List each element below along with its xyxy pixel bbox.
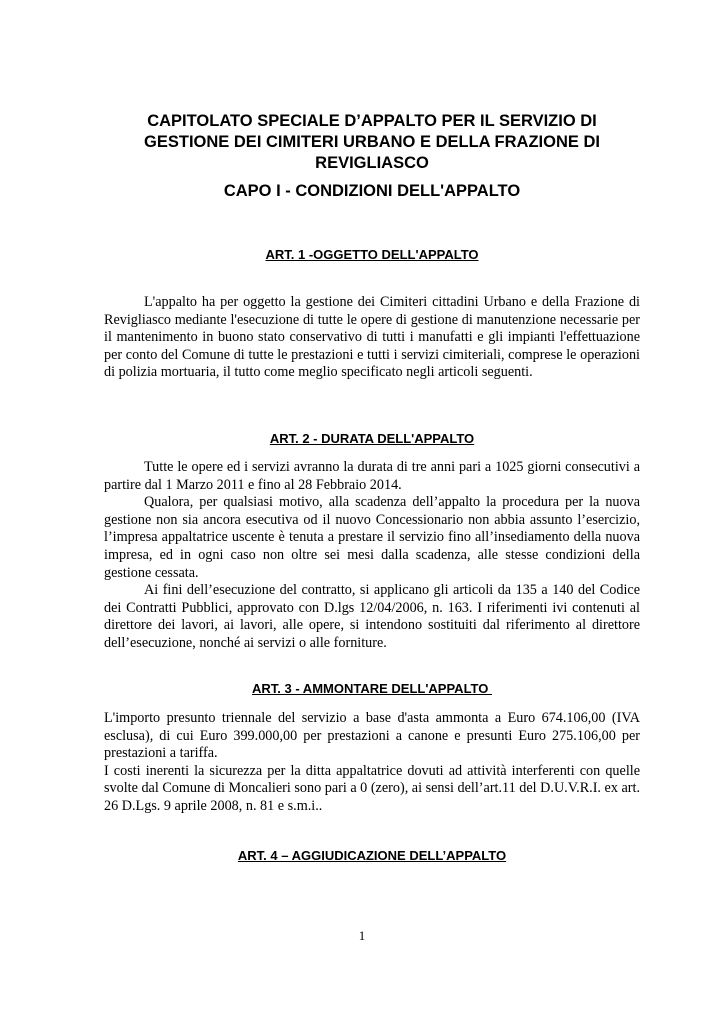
art1-body bbox=[104, 294, 640, 382]
art1-paragraph-1: L'appalto ha per oggetto la gestione dei Cimiteri cittadini Urbano e della Frazione di Revigliasco mediante l'esecuzione di tutte le opere di gestione di manutenzione necessarie per il mantenimento in buono stato conservativo di tutti i manufatti e gli impianti l'effettuazione per conto del Comune di tutte le prestazioni e tutti i servizi cimiteriali, comprese le operazioni di polizia mortuaria, il tutto come meglio specificato negli articoli seguenti. bbox=[104, 294, 640, 381]
art4-heading: ART. 4 – AGGIUDICAZIONE DELL’APPALTO bbox=[237, 848, 507, 863]
art2-paragraph-1: Tutte le opere ed i servizi avranno la durata di tre anni pari a 1025 giorni consecutivi a partire dal 1 Marzo 2011 e fino al 28 Febbraio 2014. bbox=[104, 459, 640, 493]
art3-body bbox=[104, 710, 640, 816]
title-line-2: GESTIONE DEI CIMITERI URBANO E DELLA FRAZIONE DI bbox=[144, 133, 600, 151]
art3-paragraph-2: I costi inerenti la sicurezza per la ditta appaltatrice dovuti ad attività interferenti con quelle svolte dal Comune di Moncalieri sono pari a 0 (zero), ai sensi dell’art.11 del D.U.V.R.I. ex art. 26 D.Lgs. 9 aprile 2008, n. 81 e s.m.i.. bbox=[104, 762, 640, 814]
page-number: 1 bbox=[358, 928, 366, 943]
title-line-1: CAPITOLATO SPECIALE D’APPALTO PER IL SERVIZIO DI bbox=[147, 112, 597, 130]
title-line-3: REVIGLIASCO bbox=[315, 154, 429, 172]
art3-heading: ART. 3 - AMMONTARE DELL'APPALTO bbox=[252, 681, 492, 696]
chapter-heading: CAPO I - CONDIZIONI DELL'APPALTO bbox=[223, 182, 521, 200]
art2-heading: ART. 2 - DURATA DELL'APPALTO bbox=[269, 431, 475, 446]
art2-paragraph-3: Ai fini dell’esecuzione del contratto, si applicano gli articoli da 135 a 140 del Codice dei Contratti Pubblici, approvato con D.lgs 12/04/2006, n. 163. I riferimenti ivi contenuti al direttore dei lavori, ai lavori, alle opere, si intendono sostituiti dal riferimento al direttore dell’esecuzione, nonché ai servizi o alle forniture. bbox=[104, 582, 640, 651]
art1-heading: ART. 1 -OGGETTO DELL'APPALTO bbox=[265, 247, 479, 262]
art2-body bbox=[104, 459, 640, 653]
art3-paragraph-1: L'importo presunto triennale del servizio a base d'asta ammonta a Euro 674.106,00 (IVA esclusa), di cui Euro 399.000,00 per prestazioni a canone e presunti Euro 275.106,00 per prestazioni a tariffa. bbox=[104, 710, 640, 762]
art2-paragraph-2: Qualora, per qualsiasi motivo, alla scadenza dell’appalto la procedura per la nuova gestione non sia ancora esecutiva od il nuovo Concessionario non abbia assunto l’esercizio, l’impresa appaltatrice uscente è tenuta a prestare il servizio fino all’insediamento della nuova impresa, ed in ogni caso non oltre sei mesi dalla scadenza, alle stesse condizioni della gestione cessata. bbox=[104, 494, 640, 581]
document-title bbox=[104, 111, 640, 174]
